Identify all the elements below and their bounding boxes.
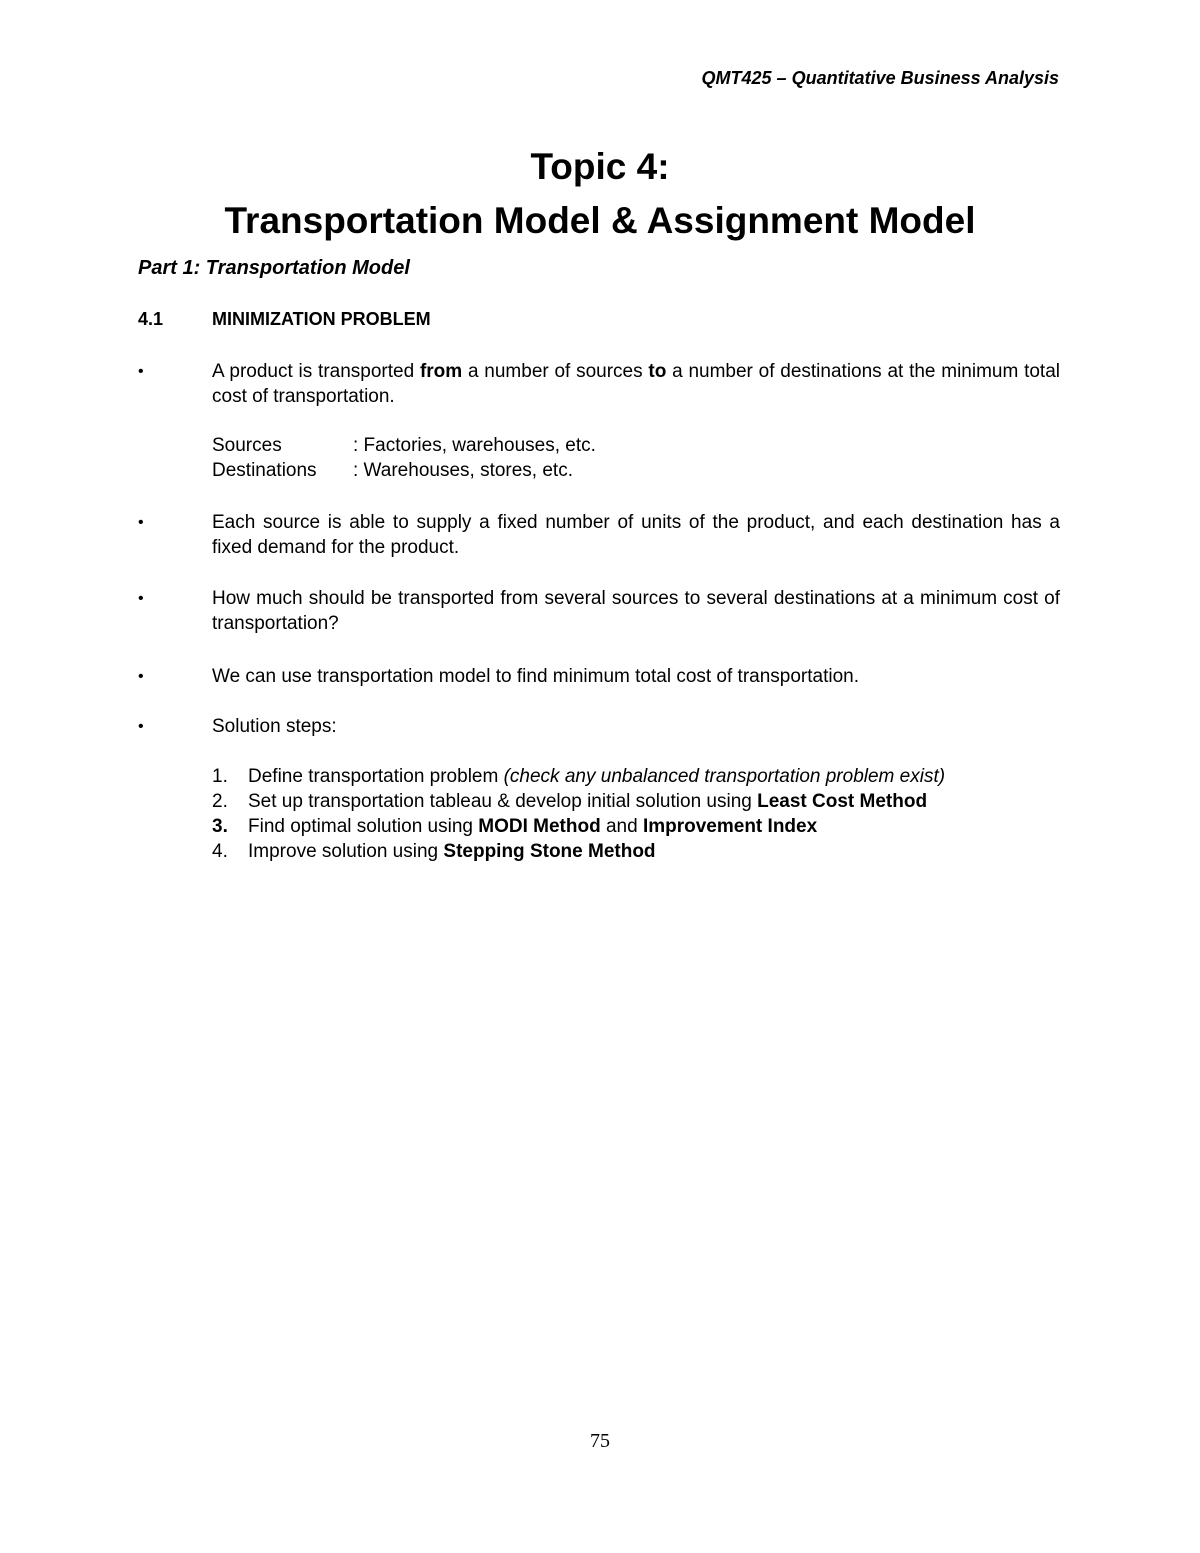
step-number: 2. (212, 791, 228, 812)
step-number: 3. (212, 816, 228, 837)
section-title: MINIMIZATION PROBLEM (212, 309, 431, 329)
bullet-item (138, 714, 1060, 739)
bullet-text: A product is transported from a number of sources to a number of destinations at the minimum total cost of transportation. (212, 361, 1060, 407)
step-number: 1. (212, 766, 228, 787)
definition-value: : Warehouses, stores, etc. (353, 460, 573, 481)
section-heading (138, 309, 431, 330)
step-item: 2. Set up transportation tableau & develop initial solution using Least Cost Method (212, 791, 928, 812)
step-item: 1. Define transportation problem (check any unbalanced transportation problem exist) (212, 766, 946, 787)
bullet-text: How much should be transported from several sources to several destinations at a minimum cost of transportation? (212, 588, 1060, 634)
definition-value: : Factories, warehouses, etc. (353, 435, 596, 456)
definitions-list (212, 433, 596, 483)
title-line-1: Topic 4: (530, 146, 670, 187)
bullet-item (138, 359, 1060, 409)
part-heading: Part 1: Transportation Model (138, 257, 410, 279)
bullet-text: Each source is able to supply a fixed number of units of the product, and each destination has a fixed demand for the product. (212, 512, 1060, 558)
solution-steps-list (212, 764, 945, 864)
bullet-text: Solution steps: (212, 716, 337, 737)
bullet-text: We can use transportation model to find minimum total cost of transportation. (212, 666, 860, 687)
definition-term: Destinations (212, 460, 317, 481)
section-number: 4.1 (138, 309, 164, 329)
page-title (0, 140, 1200, 248)
definition-row (212, 433, 596, 458)
definition-row (212, 458, 596, 483)
definition-term: Sources (212, 435, 282, 456)
bullet-item (138, 510, 1060, 560)
bullet-icon: • (138, 718, 144, 735)
bullet-icon: • (138, 590, 144, 607)
bullet-icon: • (138, 514, 144, 531)
bullet-item (138, 586, 1060, 636)
bullet-icon: • (138, 668, 144, 685)
step-number: 4. (212, 841, 228, 862)
bullet-item (138, 664, 1060, 689)
running-header: QMT425 – Quantitative Business Analysis (701, 68, 1059, 88)
title-line-2: Transportation Model & Assignment Model (224, 200, 976, 241)
step-item: 4. Improve solution using Stepping Stone Method (212, 841, 656, 862)
bullet-icon: • (138, 363, 144, 380)
step-item: 3. Find optimal solution using MODI Method and Improvement Index (212, 816, 818, 837)
page-number: 75 (590, 1430, 610, 1452)
